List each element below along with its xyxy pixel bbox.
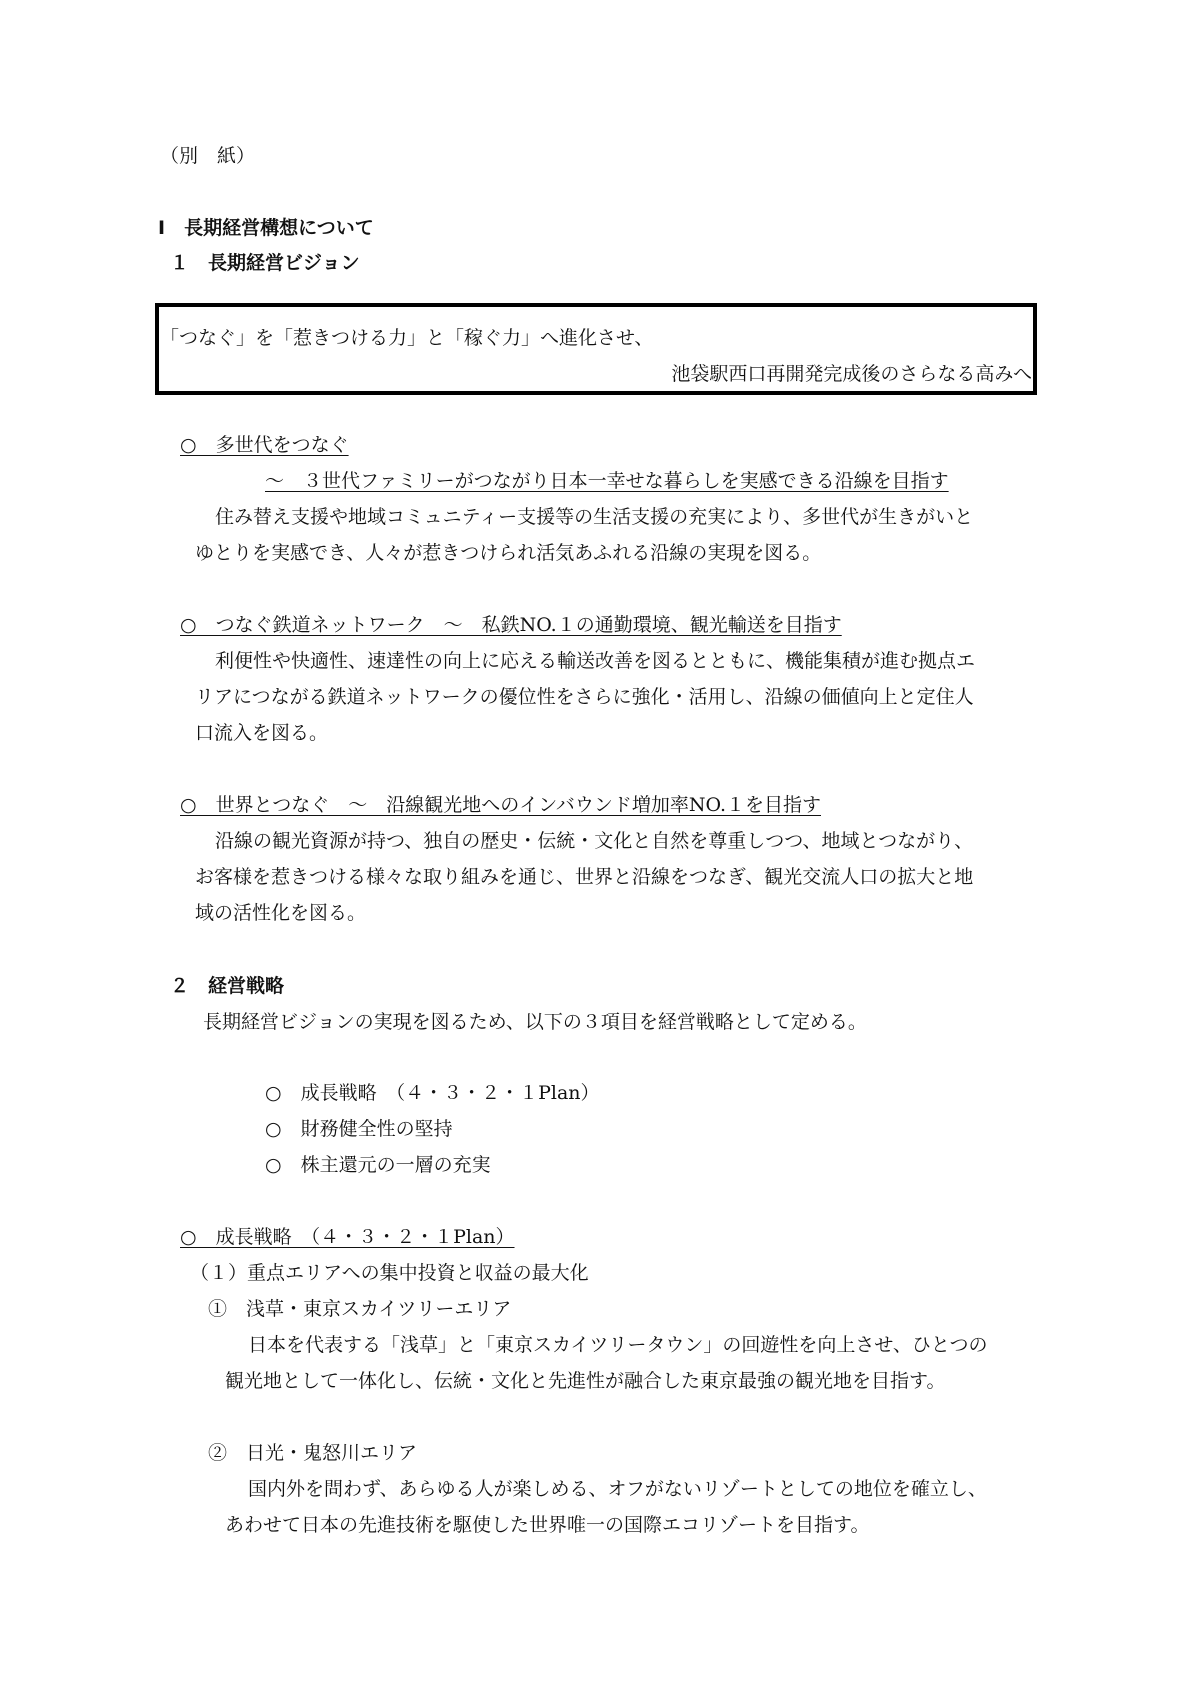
- vision-item-body-line: 沿線の観光資源が持つ、独自の歴史・伝統・文化と自然を尊重しつつ、地域とつながり、: [215, 830, 974, 852]
- growth-point: （１）重点エリアへの集中投資と収益の最大化: [190, 1262, 589, 1284]
- vision-heading: １ 長期経営ビジョン: [170, 252, 360, 274]
- vision-item-body-line: 利便性や快適性、速達性の向上に応える輸送改善を図るとともに、機能集積が進む拠点エ: [215, 650, 976, 672]
- vision-item-body-line: ゆとりを実感でき、人々が惹きつけられ活気あふれる沿線の実現を図る。: [195, 542, 822, 564]
- growth-title: ○ 成長戦略 （４・３・２・１Plan）: [180, 1226, 515, 1248]
- vision-item-title: ○ 世界とつなぐ ～ 沿線観光地へのインバウンド増加率NO.１を目指す: [180, 794, 821, 816]
- strategy-list-item: ○ 成長戦略 （４・３・２・１Plan）: [265, 1082, 600, 1104]
- vision-item-title: ○ 多世代をつなぐ: [180, 434, 349, 456]
- vision-line-2: 池袋駅西口再開発完成後のさらなる高みへ: [671, 363, 1032, 385]
- vision-item-body-line: 住み替え支援や地域コミュニティー支援等の生活支援の充実により、多世代が生きがいと: [215, 506, 974, 528]
- strategy-heading: ２ 経営戦略: [170, 975, 285, 997]
- area-name: ① 浅草・東京スカイツリーエリア: [208, 1298, 512, 1320]
- vision-item-subtitle: ～ ３世代ファミリーがつながり日本一幸せな暮らしを実感できる沿線を目指す: [265, 470, 949, 492]
- vision-line-1: 「つなぐ」を「惹きつける力」と「稼ぐ力」へ進化させ、: [160, 327, 654, 349]
- area-body-line: 観光地として一体化し、伝統・文化と先進性が融合した東京最強の観光地を目指す。: [225, 1370, 946, 1392]
- strategy-list-item: ○ 財務健全性の堅持: [265, 1118, 453, 1140]
- area-name: ② 日光・鬼怒川エリア: [208, 1442, 418, 1464]
- strategy-list-item: ○ 株主還元の一層の充実: [265, 1154, 491, 1176]
- strategy-intro: 長期経営ビジョンの実現を図るため、以下の３項目を経営戦略として定める。: [203, 1011, 867, 1033]
- vision-item-body-line: 域の活性化を図る。: [195, 902, 367, 924]
- area-body-line: 国内外を問わず、あらゆる人が楽しめる、オフがないリゾートとしての地位を確立し、: [248, 1478, 987, 1500]
- vision-item-body-line: 口流入を図る。: [195, 722, 329, 744]
- vision-item-body-line: お客様を惹きつける様々な取り組みを通じ、世界と沿線をつなぎ、観光交流人口の拡大と地: [195, 866, 974, 888]
- section-heading: Ⅰ 長期経営構想について: [158, 217, 374, 239]
- vision-item-title: ○ つなぐ鉄道ネットワーク ～ 私鉄NO.１の通勤環境、観光輸送を目指す: [180, 614, 842, 636]
- vision-item-body-line: リアにつながる鉄道ネットワークの優位性をさらに強化・活用し、沿線の価値向上と定住人: [195, 686, 974, 708]
- area-body-line: あわせて日本の先進技術を駆使した世界唯一の国際エコリゾートを目指す。: [225, 1514, 870, 1536]
- area-body-line: 日本を代表する「浅草」と「東京スカイツリータウン」の回遊性を向上させ、ひとつの: [248, 1334, 988, 1356]
- attachment-label: （別 紙）: [160, 145, 256, 167]
